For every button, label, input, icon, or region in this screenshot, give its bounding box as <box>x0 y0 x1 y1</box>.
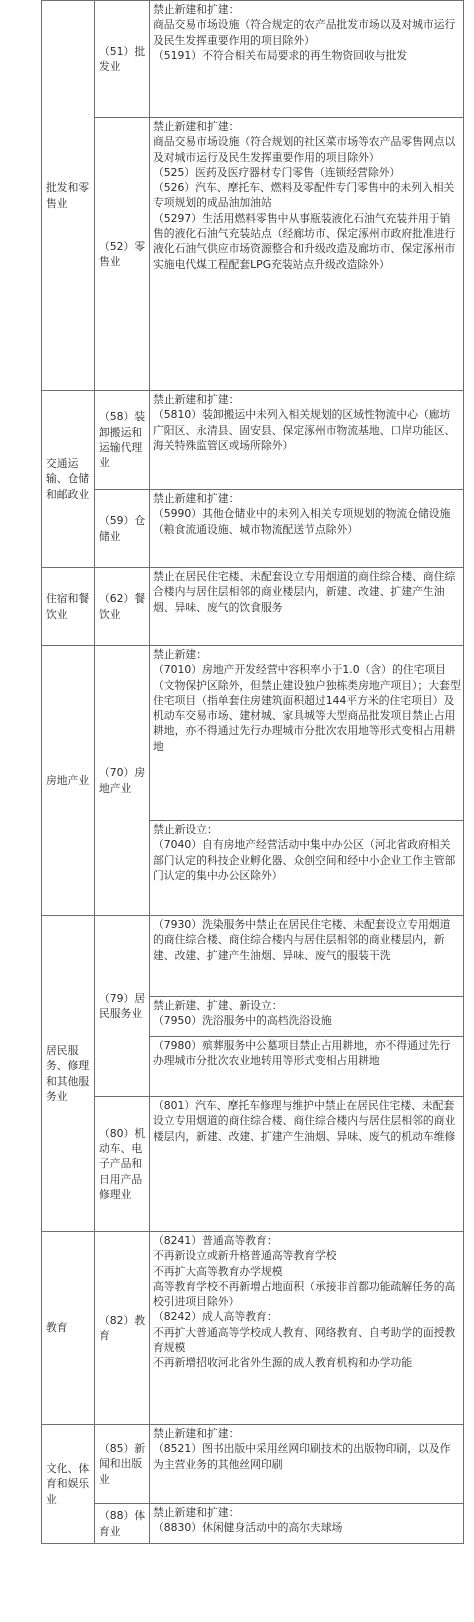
table-row <box>42 1504 464 1544</box>
subcategory-cell: （80）机动车、电子产品和日用产品修理业 <box>95 1097 150 1232</box>
restriction-line: （5297）生活用燃料零售中从事瓶装液化石油气充装并用于销售的液化石油气充装站点（经廊坊市、保定涿州市政府批准进行液化石油气供应市场资源整合和升级改造及廊坊市、保定涿州市实施电代煤工程配套LPG充装站点升级改造除外） <box>153 211 456 271</box>
subcategory-cell: （62）餐饮业 <box>95 568 150 646</box>
subcategory-cell: （85）新闻和出版业 <box>95 1425 150 1504</box>
restriction-line: 禁止新建和扩建： <box>153 120 240 133</box>
restriction-cell <box>150 1425 464 1504</box>
restriction-line: 不再新增招收河北省外生源的成人教育机构和办学功能 <box>153 1356 413 1370</box>
table-row <box>42 118 464 391</box>
restriction-line: （7930）洗染服务中禁止在居民住宅楼、未配套设立专用烟道的商住综合楼、商住综合楼内与居住层相邻的商业楼层内，新建、改建、扩建产生油烟、异味、废气的服装干洗 <box>153 918 451 962</box>
restriction-line: 禁止在居民住宅楼、未配套设立专用烟道的商住综合楼、商住综合楼内与居住层相邻的商业楼层内，新建、改建、扩建产生油烟、异味、废气的饮食服务 <box>153 570 456 614</box>
table-row <box>42 1 464 118</box>
table-row <box>42 490 464 568</box>
restriction-line: 不再扩大普通高等学校成人教育、网络教育、自考助学的面授教育规模 <box>153 1325 456 1355</box>
restriction-line: 不再新设立或新升格普通高等教育学校 <box>153 1249 337 1263</box>
industry-cell: 批发和零售业 <box>42 1 95 391</box>
restriction-line: （5191）不符合相关布局要求的再生物资回收与批发 <box>153 48 408 62</box>
restriction-line: 禁止新建、扩建、新设立： <box>153 999 283 1012</box>
restriction-line: 禁止新设立： <box>153 823 218 836</box>
restriction-line: 高等教育学校不再新增占地面积（承接非首都功能疏解任务的高校引进项目除外） <box>153 1279 456 1309</box>
restriction-line: 商品交易市场设施（符合规定的农产品批发市场以及对城市运行及民生发挥重要作用的项目除外） <box>153 18 456 47</box>
table-row <box>42 1232 464 1425</box>
restriction-cell <box>150 1097 464 1232</box>
restriction-line: （8242）成人高等教育： <box>153 1310 278 1324</box>
restriction-line: （7950）洗浴服务中的高档洗浴设施 <box>153 1014 332 1028</box>
restriction-cell <box>150 568 464 646</box>
table-row <box>42 916 464 997</box>
restriction-line: （7980）殡葬服务中公墓项目禁止占用耕地，亦不得通过先行办理城市分批次农业地转用等形式变相占用耕地 <box>153 1039 451 1068</box>
negative-list-table <box>41 0 464 1544</box>
table-row <box>42 1097 464 1232</box>
table-row <box>42 568 464 646</box>
restriction-cell <box>150 997 464 1037</box>
subcategory-cell: （52）零售业 <box>95 118 150 391</box>
table-row <box>42 1425 464 1504</box>
restriction-line: （8241）普通高等教育： <box>153 1234 278 1247</box>
table-row <box>42 391 464 490</box>
restriction-line: 禁止新建和扩建： <box>153 1506 240 1519</box>
industry-cell: 房地产业 <box>42 646 95 916</box>
restriction-line: （5990）其他仓储业中的未列入相关专项规划的物流仓储设施（粮食流通设施、城市物流配送节点除外） <box>153 507 451 536</box>
subcategory-cell: （51）批发业 <box>95 1 150 118</box>
restriction-line: （8521）图书出版中采用丝网印刷技术的出版物印刷，以及作为主营业务的其他丝网印刷 <box>153 1442 451 1471</box>
subcategory-cell: （88）体育业 <box>95 1504 150 1544</box>
restriction-line: （525）医药及医疗器材专门零售（连锁经营除外） <box>153 165 401 179</box>
restriction-line: （526）汽车、摩托车、燃料及零配件专门零售中的未列入相关专项规划的成品油加油站 <box>153 181 455 210</box>
restriction-cell <box>150 1232 464 1425</box>
restriction-line: 禁止新建和扩建： <box>153 393 240 406</box>
restriction-cell <box>150 821 464 916</box>
restriction-cell <box>150 1504 464 1544</box>
restriction-cell <box>150 391 464 490</box>
restriction-line: （801）汽车、摩托车修理与维护中禁止在居民住宅楼、未配套设立专用烟道的商住综合楼、商住综合楼内与居住层相邻的商业楼层内，新建、改建、扩建产生油烟、异味、废气的机动车维修 <box>153 1099 456 1143</box>
restriction-line: （8830）休闲健身活动中的高尔夫球场 <box>153 1521 343 1535</box>
industry-cell: 住宿和餐饮业 <box>42 568 95 646</box>
restriction-line: （7040）自有房地产经营活动中集中办公区（河北省政府相关部门认定的科技企业孵化器、众创空间和经中小企业工作主管部门认定的集中办公区除外） <box>153 838 456 882</box>
restriction-cell <box>150 1037 464 1097</box>
industry-cell: 教育 <box>42 1232 95 1425</box>
restriction-line: 禁止新建和扩建： <box>153 3 240 16</box>
industry-cell: 居民服务、修理和其他服务业 <box>42 916 95 1232</box>
restriction-cell <box>150 118 464 391</box>
subcategory-cell: （59）仓储业 <box>95 490 150 568</box>
subcategory-cell: （58）装卸搬运和运输代理业 <box>95 391 150 490</box>
restriction-line: 商品交易市场设施（符合规划的社区菜市场等农产品零售网点以及对城市运行及民生发挥重要作用的项目除外） <box>153 135 456 164</box>
restriction-line: （5810）装卸搬运中未列入相关规划的区域性物流中心（廊坊广阳区、永清县、固安县、保定涿州市物流基地、口岸功能区、海关特殊监管区或场所除外） <box>153 408 456 452</box>
restriction-cell <box>150 490 464 568</box>
restriction-line: 不再扩大高等教育办学规模 <box>153 1264 283 1278</box>
industry-cell: 文化、体育和娱乐业 <box>42 1425 95 1544</box>
restriction-line: 禁止新建和扩建： <box>153 492 240 505</box>
restriction-cell <box>150 646 464 821</box>
restriction-cell <box>150 1 464 118</box>
subcategory-cell: （82）教育 <box>95 1232 150 1425</box>
subcategory-cell: （70）房地产业 <box>95 646 150 916</box>
subcategory-cell: （79）居民服务业 <box>95 916 150 1097</box>
industry-cell: 交通运输、仓储和邮政业 <box>42 391 95 568</box>
restriction-line: （7010）房地产开发经营中容积率小于1.0（含）的住宅项目（文物保护区除外，但禁止建设独户独栋类房地产项目）；大套型住宅项目（指单套住房建筑面积超过144平方米的住宅项目）及机动车交易市场、建材城、家具城等大型商品批发项目禁止占用耕地，亦不得通过先行办理城市分批次农用地等形式变相占用耕地 <box>153 663 461 753</box>
restriction-cell <box>150 916 464 997</box>
table-row <box>42 646 464 821</box>
restriction-line: 禁止新建和扩建： <box>153 1427 240 1440</box>
restriction-line: 禁止新建： <box>153 648 207 661</box>
